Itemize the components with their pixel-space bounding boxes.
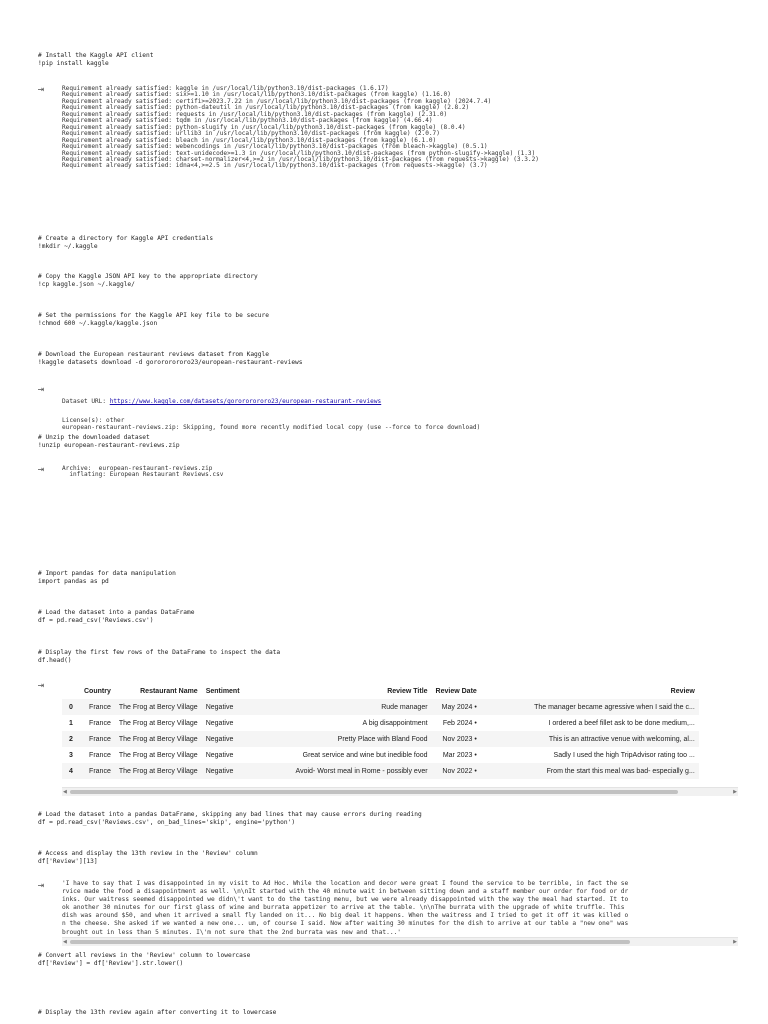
table-cell-index: 1 [69, 719, 73, 727]
text-line: import pandas as pd [38, 578, 109, 585]
text-line: # Import pandas for data manipulation [38, 570, 176, 577]
text-line: !pip install kaggle [38, 60, 109, 67]
table-header-review-date: Review Date [435, 687, 477, 695]
scroll-left-arrow-icon[interactable]: ◀ [63, 789, 67, 795]
table-cell-country: France [89, 767, 111, 775]
output-icon: ⇥ [37, 385, 45, 394]
text-line: 'I have to say that I was disappointed in my visit to Ad Hoc. While the location and decor were great I found the service to be terrible, in fact the se [62, 880, 629, 887]
output-icon: ⇥ [37, 681, 45, 690]
text-line: european-restaurant-reviews.zip: Skipping, found more recently modified local copy (use --force to force download) [62, 423, 481, 431]
text-line: rvice made the food a disappointment as well. \n\nIt started with the 40 minute wait in between sitting down and a staff member our order for food or dr [62, 888, 629, 896]
text-line: Requirement already satisfied: six>=1.10 in /usr/local/lib/python3.10/dist-packages (from kaggle) (1.16.0) [62, 91, 451, 99]
table-row [62, 763, 699, 779]
scroll-left-arrow-icon[interactable]: ◀ [63, 939, 67, 945]
text-line: dish was around $50, and when it arrived a small fly landed on it... No big deal it happens. When the waitress and I tried to get it off it was killed o [62, 912, 629, 920]
text-line: df.head() [38, 657, 72, 664]
text-line: brought out in less than 5 minutes. I\'m not sure that the 2nd burrata was new and that...' [62, 928, 401, 936]
text-line: # Copy the Kaggle JSON API key to the appropriate directory [38, 273, 258, 280]
text-line: # Set the permissions for the Kaggle API key file to be secure [38, 312, 269, 319]
table-cell-review: The manager became agressive when I said the c... [534, 703, 695, 711]
code-cell-import-pandas[interactable] [38, 570, 176, 586]
review-horizontal-scrollbar[interactable] [62, 937, 738, 946]
table-cell-review-title: Pretty Place with Bland Food [337, 735, 428, 743]
text-line: # Load the dataset into a pandas DataFrame [38, 609, 195, 616]
code-cell-display-lowercase[interactable] [38, 1009, 276, 1017]
table-cell-index: 3 [69, 751, 73, 759]
table-cell-review-title: Great service and wine but inedible food [302, 751, 428, 759]
scrollbar-thumb[interactable] [70, 790, 678, 794]
text-line: df = pd.read_csv('Reviews.csv', on_bad_lines='skip', engine='python') [38, 819, 296, 826]
output-icon: ⇥ [37, 85, 45, 94]
code-cell-copy-key[interactable] [38, 273, 258, 289]
text-line: Requirement already satisfied: idna<4,>=2.5 in /usr/local/lib/python3.10/dist-packages (from requests->kaggle) (3.7) [62, 162, 488, 170]
text-line: Requirement already satisfied: urllib3 in /usr/local/lib/python3.10/dist-packages (from kaggle) (2.0.7) [62, 130, 440, 138]
scroll-right-arrow-icon[interactable]: ▶ [733, 789, 737, 795]
text-line: df['Review'][13] [38, 858, 98, 865]
output-unzip [62, 466, 223, 479]
text-line: Archive: european-restaurant-reviews.zip [62, 465, 213, 472]
table-row [62, 731, 699, 747]
table-horizontal-scrollbar[interactable] [62, 787, 738, 796]
output-download [62, 386, 480, 438]
table-cell-review-date: Nov 2022 • [442, 767, 477, 775]
table-header-country: Country [84, 687, 111, 695]
text-line: df['Review'] = df['Review'].str.lower() [38, 960, 184, 967]
code-cell-install-kaggle[interactable] [38, 52, 153, 68]
text-line: # Convert all reviews in the 'Review' column to lowercase [38, 952, 251, 959]
code-cell-lowercase[interactable] [38, 952, 250, 968]
code-cell-review-13[interactable] [38, 850, 258, 866]
table-cell-review: From the start this meal was bad- especially g... [546, 767, 695, 775]
text-line: Requirement already satisfied: python-slugify in /usr/local/lib/python3.10/dist-packages (from kaggle) (8.0.4) [62, 123, 466, 131]
code-cell-read-csv[interactable] [38, 609, 194, 625]
text-line: inks. Our waitress seemed disappointed we didn\'t want to do the tasting menu, but we were already disappointed with the way the meal had started. It to [62, 896, 629, 904]
table-cell-country: France [89, 735, 111, 743]
text-line: Requirement already satisfied: charset-normalizer<4,>=2 in /usr/local/lib/python3.10/dist-packages (from requests->kaggle) (3.3.2) [62, 155, 539, 163]
table-cell-sentiment: Negative [205, 719, 234, 727]
table-cell-restaurant-name: The Frog at Bercy Village [118, 703, 198, 711]
table-cell-sentiment: Negative [205, 703, 234, 711]
text-line: # Access and display the 13th review in the 'Review' column [38, 850, 258, 857]
scrollbar-thumb[interactable] [70, 940, 630, 944]
table-cell-review-title: Avoid- Worst meal in Rome - possibly ever [295, 767, 428, 775]
dataset-url-link[interactable]: https://www.kaggle.com/datasets/gorororororo23/european-restaurant-reviews [109, 397, 382, 405]
table-cell-sentiment: Negative [205, 751, 234, 759]
table-cell-index: 2 [69, 735, 73, 743]
download-output-lines [62, 418, 480, 431]
text-line: # Download the European restaurant reviews dataset from Kaggle [38, 351, 269, 358]
table-cell-review: I ordered a beef fillet ask to be done medium,... [548, 719, 695, 727]
text-line: License(s): other [62, 417, 125, 425]
code-cell-download-dataset[interactable] [38, 351, 303, 367]
text-line: Requirement already satisfied: requests in /usr/local/lib/python3.10/dist-packages (from kaggle) (2.31.0) [62, 110, 448, 118]
text-line: # Display the 13th review again after converting it to lowercase [38, 1009, 277, 1016]
table-cell-sentiment: Negative [205, 767, 234, 775]
table-cell-country: France [89, 751, 111, 759]
table-cell-restaurant-name: The Frog at Bercy Village [118, 767, 198, 775]
text-line: # Unzip the downloaded dataset [38, 434, 150, 441]
text-line: !unzip european-restaurant-reviews.zip [38, 442, 180, 449]
table-header-restaurant-name: Restaurant Name [140, 687, 198, 695]
table-cell-review-title: A big disappointment [362, 719, 428, 727]
table-cell-review-date: Nov 2023 • [442, 735, 477, 743]
code-cell-chmod[interactable] [38, 312, 269, 328]
text-line: Requirement already satisfied: webencodings in /usr/local/lib/python3.10/dist-packages (from bleach->kaggle) (0.5.1) [62, 143, 488, 151]
table-header-row [62, 683, 699, 699]
text-line: Requirement already satisfied: text-unidecode>=1.3 in /usr/local/lib/python3.10/dist-packages (from python-slugify->kaggle) (1.3) [62, 149, 536, 157]
dataframe-table [62, 683, 699, 779]
output-icon: ⇥ [37, 881, 45, 890]
table-cell-index: 4 [69, 767, 73, 775]
table-row [62, 715, 699, 731]
text-line: n the cheese. She asked if we wanted a new one... um, of course I said. Now after waiting 30 minutes for the dish to arrive at our table a "new one" was [62, 920, 629, 928]
text-line: Requirement already satisfied: tqdm in /usr/local/lib/python3.10/dist-packages (from kaggle) (4.66.4) [62, 117, 433, 125]
text-line: ok another 30 minutes for our first glass of wine and burrata appetizer to arrive at the table. \n\nThe burrata with the upgrade of white truffle. This [62, 904, 625, 912]
text-line: !mkdir ~/.kaggle [38, 243, 98, 250]
dataset-url-prefix: Dataset URL: [62, 397, 110, 405]
table-cell-country: France [89, 719, 111, 727]
table-header-review-title: Review Title [387, 687, 428, 695]
table-cell-review: Sadly I used the high TripAdvisor rating too ... [553, 751, 695, 759]
table-header-review: Review [670, 687, 695, 695]
table-header-sentiment: Sentiment [205, 687, 240, 695]
table-cell-review-date: Feb 2024 • [442, 719, 477, 727]
text-line: # Load the dataset into a pandas DataFrame, skipping any bad lines that may cause errors during reading [38, 811, 422, 818]
table-cell-country: France [89, 703, 111, 711]
table-row [62, 747, 699, 763]
table-cell-review-date: Mar 2023 • [442, 751, 477, 759]
table-cell-restaurant-name: The Frog at Bercy Village [118, 735, 198, 743]
review-text-output [62, 880, 738, 936]
table-cell-restaurant-name: The Frog at Bercy Village [118, 719, 198, 727]
text-line: Requirement already satisfied: bleach in /usr/local/lib/python3.10/dist-packages (from kaggle) (6.1.0) [62, 136, 437, 144]
code-cell-unzip[interactable] [38, 434, 180, 450]
table-cell-review-title: Rude manager [381, 703, 428, 711]
text-line: Requirement already satisfied: certifi>=2023.7.22 in /usr/local/lib/python3.10/dist-packages (from kaggle) (2024.7.4) [62, 97, 492, 105]
text-line: Requirement already satisfied: kaggle in /usr/local/lib/python3.10/dist-packages (1.6.17) [62, 85, 389, 92]
table-cell-index: 0 [69, 703, 73, 711]
text-line: Requirement already satisfied: python-dateutil in /usr/local/lib/python3.10/dist-packages (from kaggle) (2.8.2) [62, 104, 470, 112]
code-cell-df-head[interactable] [38, 649, 280, 665]
text-line: # Display the first few rows of the DataFrame to inspect the data [38, 649, 281, 656]
text-line: df = pd.read_csv('Reviews.csv') [38, 617, 154, 624]
table-header-index [62, 683, 80, 699]
text-line: # Create a directory for Kaggle API credentials [38, 235, 214, 242]
text-line: inflating: European Restaurant Reviews.csv [62, 471, 224, 479]
code-cell-read-csv-skip[interactable] [38, 811, 422, 827]
review-output-viewport [62, 880, 738, 936]
table-cell-review-date: May 2024 • [441, 703, 477, 711]
text-line: !kaggle datasets download -d gorororororo23/european-restaurant-reviews [38, 359, 303, 366]
text-line: # Install the Kaggle API client [38, 52, 154, 59]
code-cell-mkdir[interactable] [38, 235, 213, 251]
output-pip-install [62, 86, 539, 170]
text-line: !cp kaggle.json ~/.kaggle/ [38, 281, 135, 288]
table-cell-restaurant-name: The Frog at Bercy Village [118, 751, 198, 759]
output-icon: ⇥ [37, 465, 45, 474]
table-cell-sentiment: Negative [205, 735, 234, 743]
text-line: !chmod 600 ~/.kaggle/kaggle.json [38, 320, 158, 327]
table-cell-review: This is an attractive venue with welcoming, al... [548, 735, 695, 743]
table-row [62, 699, 699, 715]
scroll-right-arrow-icon[interactable]: ▶ [733, 939, 737, 945]
